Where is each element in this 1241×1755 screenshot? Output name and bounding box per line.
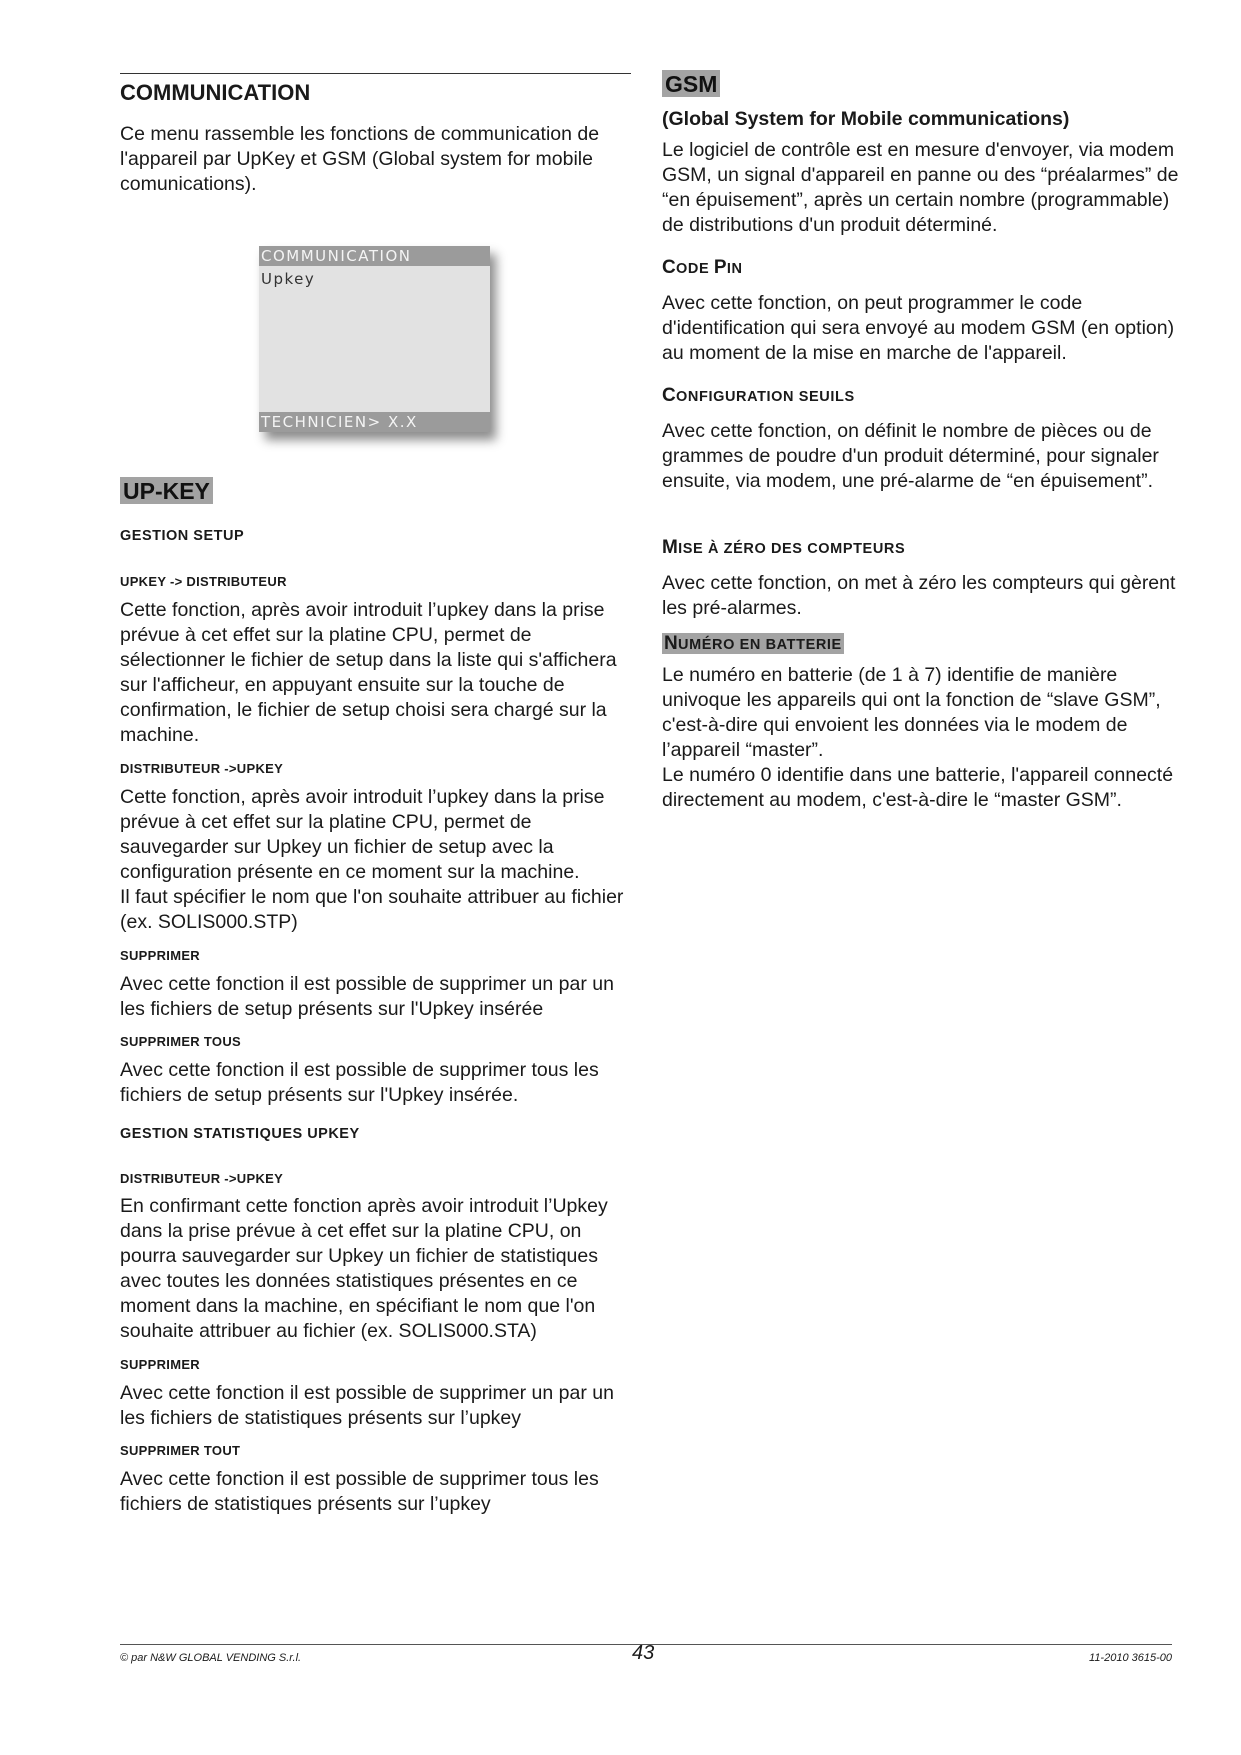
screen-menu-item: Upkey	[261, 270, 316, 288]
config-heading-rest: ONFIGURATION SEUILS	[676, 389, 855, 405]
numero-heading	[662, 633, 844, 655]
numero-text-2: Le numéro 0 identifie dans une batterie, l'appareil connecté directement au modem, c'est-à-dire le “master GSM”.	[662, 764, 1174, 811]
code-pin-heading	[662, 257, 743, 279]
mise-heading-rest: ISE À ZÉRO DES COMPTEURS	[678, 541, 906, 557]
gestion-stats-heading: GESTION STATISTIQUES UPKEY	[120, 1126, 360, 1142]
gsm-title-wrap	[662, 70, 720, 97]
config-heading-c: C	[662, 385, 677, 406]
supprimer-tous-text: Avec cette fonction il est possible de supprimer tous les fichiers de setup présents sur l'Upkey insérée.	[120, 1059, 599, 1106]
numero-heading-n: N	[664, 633, 679, 654]
numero-heading-rest: UMÉRO EN BATTERIE	[678, 637, 842, 653]
top-rule	[120, 73, 631, 74]
mise-heading	[662, 537, 905, 559]
footer-copyright: © par N&W GLOBAL VENDING S.r.l.	[120, 1652, 302, 1664]
page-number: 43	[632, 1642, 655, 1664]
stats-supprimer-text: Avec cette fonction il est possible de supprimer un par un les fichiers de statistiques présents sur l’upkey	[120, 1382, 614, 1429]
mise-heading-m: M	[662, 537, 679, 558]
config-text: Avec cette fonction, on définit le nombre de pièces ou de grammes de poudre d'un produit déterminé, pour signaler ensuite, via modem, une pré-alarme de “en épuisement”.	[662, 420, 1159, 492]
code-pin-heading-c: C	[662, 257, 677, 278]
screen-footer: TECHNICIEN> X.X	[259, 412, 490, 432]
numero-heading-highlight	[662, 633, 844, 654]
code-pin-heading-p: P	[713, 257, 727, 278]
code-pin-text: Avec cette fonction, on peut programmer le code d'identification qui sera envoyé au modem GSM (en option) au moment de la mise en marche de l'appareil.	[662, 292, 1175, 364]
mise-text: Avec cette fonction, on met à zéro les compteurs qui gèrent les pré-alarmes.	[662, 572, 1176, 619]
upkey-title: UP-KEY	[120, 477, 213, 504]
stats-supprimer-heading: SUPPRIMER	[120, 1357, 200, 1372]
supprimer-heading: SUPPRIMER	[120, 948, 200, 963]
upkey-title-wrap	[120, 477, 213, 504]
stats-distrib-text: En confirmant cette fonction après avoir introduit l’Upkey dans la prise prévue à cet effet sur la platine CPU, on pourra sauvegarder sur Upkey un fichier de statistiques avec toutes les données statistiques présentes en ce moment dans la machine, en spécifiant le nom que l'on souhaite attribuer au fichier (ex. SOLIS000.STA)	[120, 1195, 608, 1342]
supprimer-tous-heading: SUPPRIMER TOUS	[120, 1034, 241, 1049]
stats-distrib-heading: DISTRIBUTEUR ->UPKEY	[120, 1171, 284, 1186]
supprimer-text: Avec cette fonction il est possible de supprimer un par un les fichiers de setup présents sur l'Upkey insérée	[120, 973, 614, 1020]
display-screen	[259, 246, 490, 432]
distrib-upkey-text-2: Il faut spécifier le nom que l'on souhaite attribuer au fichier (ex. SOLIS000.STP)	[120, 886, 624, 933]
config-heading	[662, 385, 855, 407]
communication-intro: Ce menu rassemble les fonctions de communication de l'appareil par UpKey et GSM (Global system for mobile comunications).	[120, 123, 600, 195]
upkey-distrib-heading: UPKEY -> DISTRIBUTEUR	[120, 574, 287, 589]
stats-supprimer-tout-heading: SUPPRIMER TOUT	[120, 1443, 241, 1458]
code-pin-heading-part2: IN	[726, 261, 743, 277]
distrib-upkey-text: Cette fonction, après avoir introduit l’upkey dans la prise prévue à cet effet sur la platine CPU, permet de sauvegarder sur Upkey un fichier de setup avec la configuration présente en ce moment sur la machine.	[120, 786, 605, 883]
numero-text: Le numéro en batterie (de 1 à 7) identifie de manière univoque les appareils qui ont la fonction de “slave GSM”, c'est-à-dire qui envoient les données via le modem de l’appareil “master”.	[662, 664, 1161, 761]
footer-doc-code: 11-2010 3615-00	[1089, 1652, 1172, 1664]
gsm-title: GSM	[662, 70, 720, 97]
stats-supprimer-tout-text: Avec cette fonction il est possible de supprimer tous les fichiers de statistiques présents sur l’upkey	[120, 1468, 599, 1515]
gsm-text: Le logiciel de contrôle est en mesure d'envoyer, via modem GSM, un signal d'appareil en panne ou des “préalarmes” de “en épuisement”, après un certain nombre (programmable) de distributions d'un produit déterminé.	[662, 139, 1179, 236]
screen-title: COMMUNICATION	[259, 246, 490, 266]
communication-title: COMMUNICATION	[120, 80, 311, 105]
distrib-upkey-heading: DISTRIBUTEUR ->UPKEY	[120, 761, 284, 776]
code-pin-heading-part1: ODE	[676, 261, 714, 277]
gsm-subtitle: (Global System for Mobile communications)	[662, 108, 1070, 130]
upkey-distrib-text: Cette fonction, après avoir introduit l’upkey dans la prise prévue à cet effet sur la platine CPU, permet de sélectionner le fichier de setup dans la liste qui s'affichera sur l'afficheur, en appuyant ensuite sur la touche de confirmation, le fichier de setup choisi sera chargé sur la machine.	[120, 599, 617, 746]
gestion-setup-heading: GESTION SETUP	[120, 528, 245, 544]
